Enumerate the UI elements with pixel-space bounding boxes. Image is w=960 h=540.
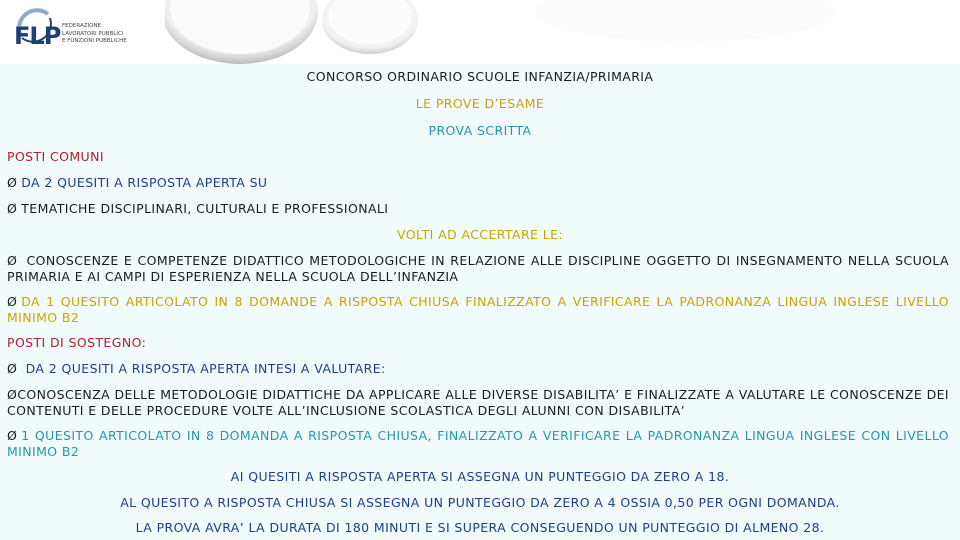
decorative-discs (165, 0, 865, 64)
score-note: AI QUESITI A RISPOSTA APERTA SI ASSEGNA UN PUNTEGGIO DA ZERO A 18. (230, 469, 730, 484)
list-item-text: TEMATICHE DISCIPLINARI, CULTURALI E PROFESSIONALI (21, 201, 389, 216)
score-note: AL QUESITO A RISPOSTA CHIUSA SI ASSEGNA UN PUNTEGGIO DA ZERO A 4 OSSIA 0,50 PER OGNI DOMANDA. (120, 495, 840, 510)
posti-comuni-heading: POSTI COMUNI (7, 149, 104, 164)
section-heading: PROVA SCRITTA (428, 123, 532, 138)
list-item-text: CONOSCENZA DELLE METODOLOGIE DIDATTICHE DA APPLICARE ALLE DIVERSE DISABILITA’ E FINALIZZATE A VALUTARE LE CONOSCENZE DEI CONTENUTI E DELLE PROCEDURE VOLTE ALL’INCLUSIONE SCOLASTICA DEGLI ALUNNI CON DISABILITA’ (7, 387, 949, 418)
list-item (7, 387, 949, 419)
list-item-text: CONOSCENZE E COMPETENZE DIDATTICO METODOLOGICHE IN RELAZIONE ALLE DISCIPLINE OGGETTO DI INSEGNAMENTO NELLA SCUOLA PRIMARIA E AI CAMPI DI ESPERIENZA NELLA SCUOLA DELL’INFANZIA (7, 253, 949, 284)
bullet-arrow-icon: Ø (7, 253, 18, 268)
logo-text: FLP (14, 22, 61, 50)
list-item (7, 175, 267, 191)
logo-line: E FUNZIONI PUBBLICHE (62, 38, 127, 44)
logo-line: FEDERAZIONE (62, 23, 102, 29)
logo-subtitle (62, 23, 132, 46)
list-item-text: DA 1 QUESITO ARTICOLATO IN 8 DOMANDE A RISPOSTA CHIUSA FINALIZZATO A VERIFICARE LA PADRONANZA LINGUA INGLESE LIVELLO MINIMO B2 (7, 294, 949, 325)
flp-logo (10, 4, 127, 62)
list-item-text: DA 2 QUESITI A RISPOSTA APERTA SU (21, 175, 268, 190)
list-item (7, 253, 949, 285)
bullet-arrow-icon: Ø (7, 201, 18, 216)
list-item (7, 294, 949, 326)
list-item (7, 361, 386, 377)
page-title: CONCORSO ORDINARIO SCUOLE INFANZIA/PRIMARIA (306, 69, 654, 84)
aim-heading: VOLTI AD ACCERTARE LE: (397, 227, 563, 242)
bullet-arrow-icon: Ø (7, 361, 18, 376)
posti-sostegno-heading: POSTI DI SOSTEGNO: (7, 335, 147, 350)
logo-line: LAVORATORI PUBBLICI (62, 30, 124, 37)
bullet-arrow-icon: Ø (7, 175, 18, 190)
bullet-arrow-icon: Ø (7, 428, 18, 443)
header-band (0, 0, 960, 64)
duration-note: LA PROVA AVRA’ LA DURATA DI 180 MINUTI E SI SUPERA CONSEGUENDO UN PUNTEGGIO DI ALMENO 28. (135, 520, 825, 535)
bullet-arrow-icon: Ø (7, 294, 18, 309)
list-item-text: 1 QUESITO ARTICOLATO IN 8 DOMANDA A RISPOSTA CHIUSA, FINALIZZATO A VERIFICARE LA PADRONANZA LINGUA INGLESE CON LIVELLO MINIMO B2 (7, 428, 949, 459)
list-item (7, 428, 949, 460)
bullet-arrow-icon: Ø (7, 387, 18, 402)
page-subtitle: LE PROVE D’ESAME (415, 96, 545, 111)
list-item (7, 201, 388, 217)
list-item-text: DA 2 QUESITI A RISPOSTA APERTA INTESI A VALUTARE: (25, 361, 386, 376)
